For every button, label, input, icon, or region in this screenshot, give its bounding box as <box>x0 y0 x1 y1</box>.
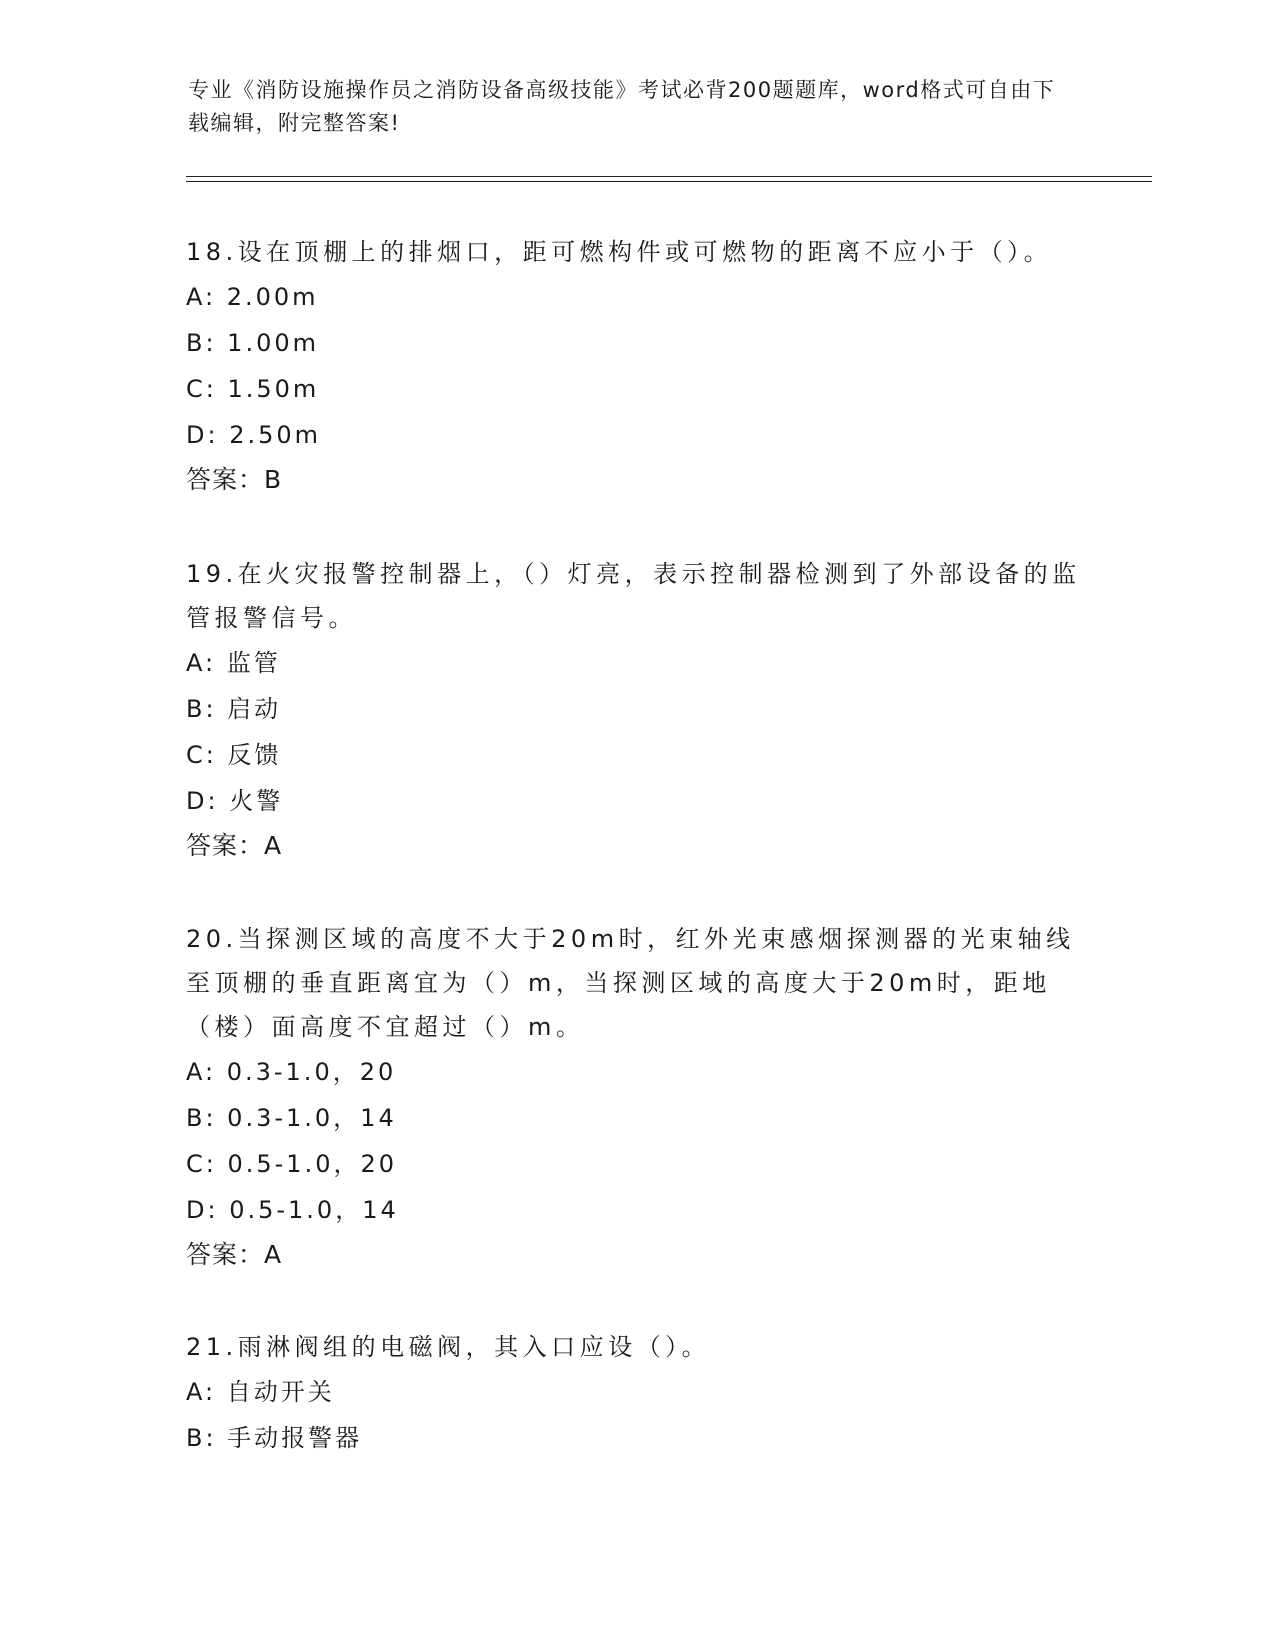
question-stem: 20.当探测区域的高度不大于20m时，红外光束感烟探测器的光束轴线至顶棚的垂直距离宜为（）m，当探测区域的高度大于20m时，距地（楼）面高度不宜超过（）m。 <box>186 925 1075 1041</box>
answer-text: 答案：A <box>186 831 283 860</box>
question-stem: 19.在火灾报警控制器上，（）灯亮，表示控制器检测到了外部设备的监管报警信号。 <box>186 560 1081 632</box>
document-header-text: 专业《消防设施操作员之消防设备高级技能》考试必背200题题库，word格式可自由下载编辑，附完整答案! <box>188 78 1056 135</box>
option-c: C: 0.5-1.0，20 <box>186 1150 398 1178</box>
question-stem: 21.雨淋阀组的电磁阀，其入口应设（）。 <box>186 1333 711 1361</box>
question-stem: 18.设在顶棚上的排烟口，距可燃构件或可燃物的距离不应小于（）。 <box>186 238 1053 266</box>
option-b: B: 手动报警器 <box>186 1424 363 1452</box>
option-b: B: 启动 <box>186 695 282 723</box>
option-c: C: 反馈 <box>186 741 282 769</box>
option-b: B: 0.3-1.0，14 <box>186 1104 397 1132</box>
question-18 <box>186 230 1086 502</box>
option-a: A: 自动开关 <box>186 1378 335 1406</box>
answer-text: 答案：A <box>186 1240 283 1269</box>
option-a: A: 0.3-1.0，20 <box>186 1058 397 1086</box>
header-divider-bottom <box>186 181 1152 182</box>
option-a: A: 2.00m <box>186 283 319 311</box>
header-divider-top <box>186 176 1152 177</box>
option-d: D: 0.5-1.0，14 <box>186 1196 399 1224</box>
question-21 <box>186 1325 1086 1461</box>
option-d: D: 2.50m <box>186 421 322 449</box>
answer-text: 答案：B <box>186 465 283 494</box>
option-b: B: 1.00m <box>186 329 319 357</box>
question-19 <box>186 552 1086 868</box>
option-c: C: 1.50m <box>186 375 320 403</box>
question-20 <box>186 917 1086 1277</box>
option-d: D: 火警 <box>186 787 284 815</box>
option-a: A: 监管 <box>186 649 281 677</box>
